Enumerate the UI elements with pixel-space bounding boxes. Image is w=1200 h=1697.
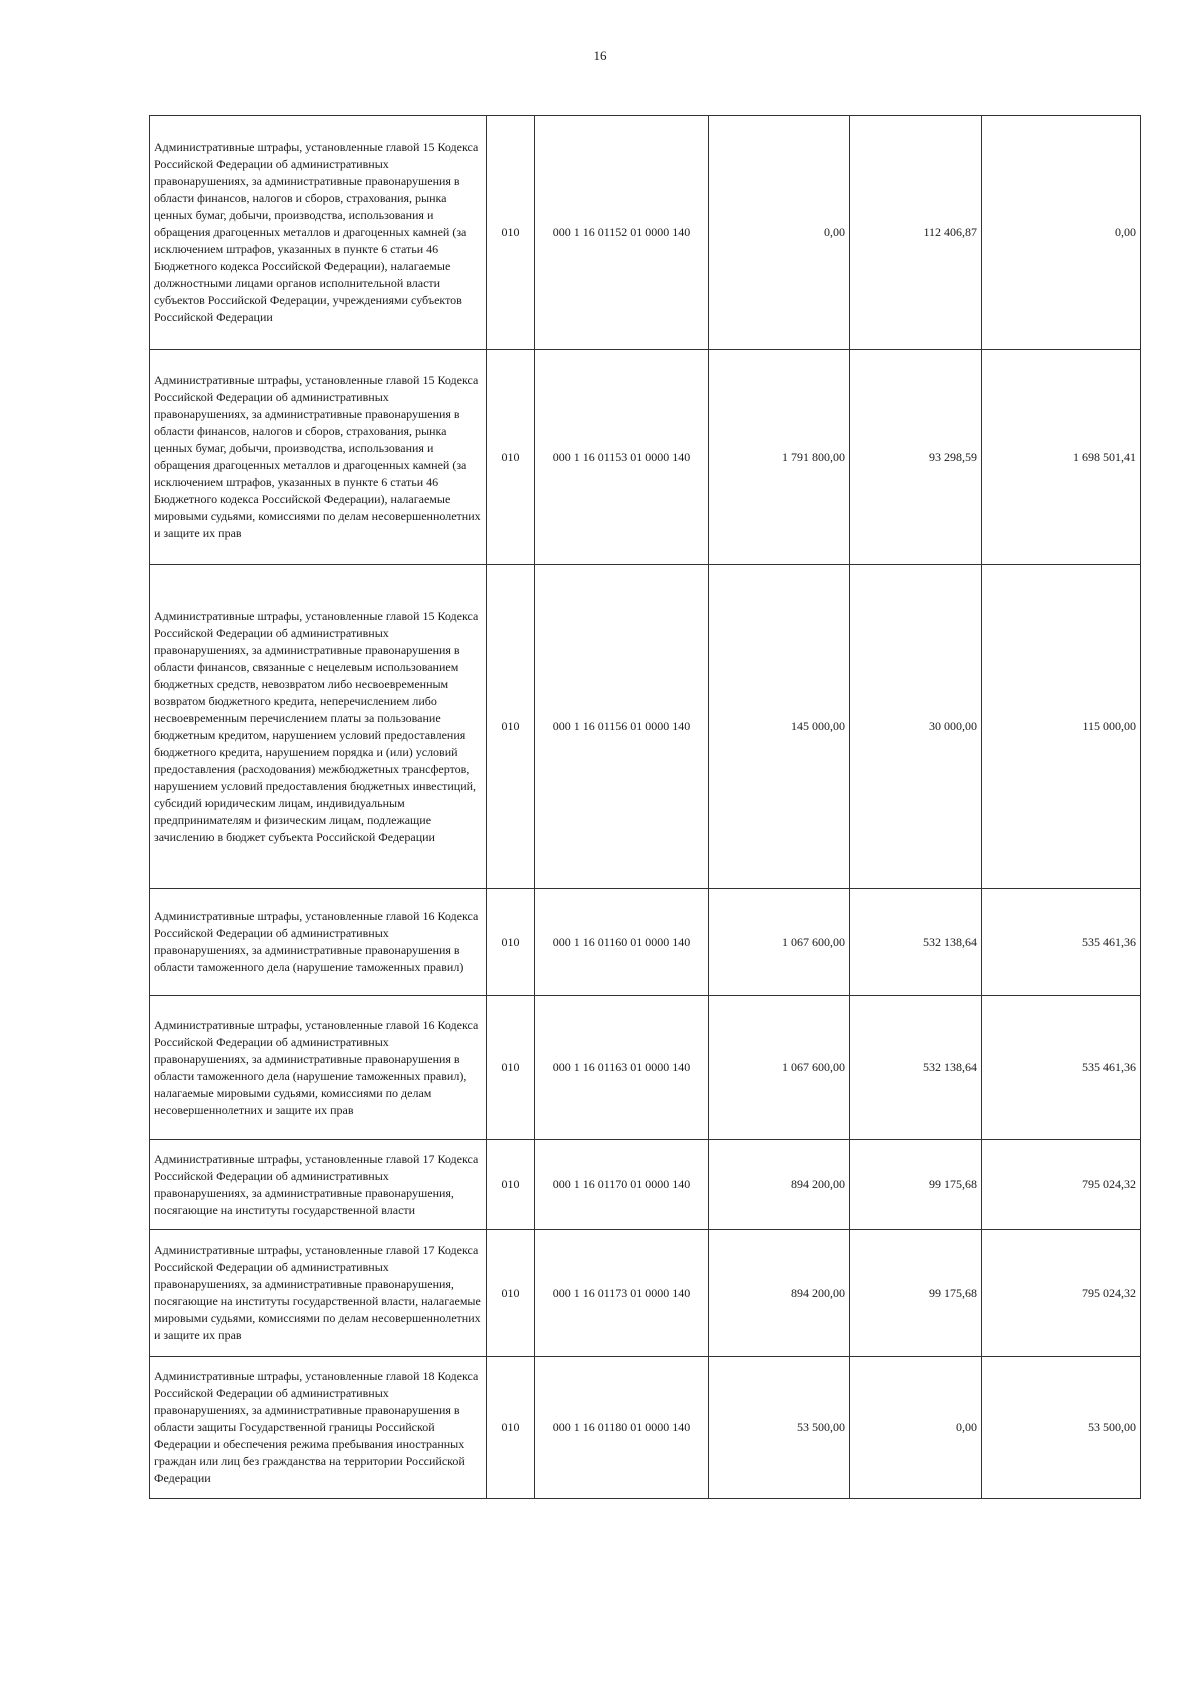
row-executed-cell: 532 138,64 <box>850 889 982 996</box>
row-code-cell: 010 <box>487 1140 535 1230</box>
table-row <box>150 350 1141 565</box>
row-code-cell: 010 <box>487 1357 535 1499</box>
row-approved-cell: 1 067 600,00 <box>709 889 850 996</box>
row-remaining-cell: 0,00 <box>982 116 1141 350</box>
row-executed-cell: 0,00 <box>850 1357 982 1499</box>
table-row <box>150 996 1141 1140</box>
row-name-cell: Административные штрафы, установленные главой 15 Кодекса Российской Федерации об административных правонарушениях, за административные правонарушения в области финансов, связанные с нецелевым использованием бюджетных средств, невозвратом либо несвоевременным возвратом бюджетного кредита, неперечислением либо несвоевременным перечислением платы за пользование бюджетным кредитом, нарушением условий предоставления бюджетного кредита, нарушением порядка и (или) условий предоставления (расходования) межбюджетных трансфертов, нарушением условий предоставления бюджетных инвестиций, субсидий юридическим лицам, индивидуальным предпринимателям и физическим лицам, подлежащие зачислению в бюджет субъекта Российской Федерации <box>150 565 487 889</box>
row-executed-cell: 112 406,87 <box>850 116 982 350</box>
row-code-cell: 010 <box>487 565 535 889</box>
table-row <box>150 1230 1141 1357</box>
row-approved-cell: 894 200,00 <box>709 1140 850 1230</box>
row-name-cell: Административные штрафы, установленные главой 15 Кодекса Российской Федерации об административных правонарушениях, за административные правонарушения в области финансов, налогов и сборов, страхования, рынка ценных бумаг, добычи, производства, использования и обращения драгоценных металлов и драгоценных камней (за исключением штрафов, указанных в пункте 6 статьи 46 Бюджетного кодекса Российской Федерации), налагаемые мировыми судьями, комиссиями по делам несовершеннолетних и защите их прав <box>150 350 487 565</box>
row-approved-cell: 53 500,00 <box>709 1357 850 1499</box>
row-kbk-cell: 000 1 16 01152 01 0000 140 <box>535 116 709 350</box>
row-kbk-cell: 000 1 16 01160 01 0000 140 <box>535 889 709 996</box>
row-executed-cell: 532 138,64 <box>850 996 982 1140</box>
row-remaining-cell: 535 461,36 <box>982 889 1141 996</box>
row-executed-cell: 99 175,68 <box>850 1230 982 1357</box>
row-remaining-cell: 1 698 501,41 <box>982 350 1141 565</box>
row-name-cell: Административные штрафы, установленные главой 16 Кодекса Российской Федерации об административных правонарушениях, за административные правонарушения в области таможенного дела (нарушение таможенных правил), налагаемые мировыми судьями, комиссиями по делам несовершеннолетних и защите их прав <box>150 996 487 1140</box>
row-kbk-cell: 000 1 16 01180 01 0000 140 <box>535 1357 709 1499</box>
row-approved-cell: 894 200,00 <box>709 1230 850 1357</box>
table-row <box>150 889 1141 996</box>
row-code-cell: 010 <box>487 116 535 350</box>
row-name-cell: Административные штрафы, установленные главой 17 Кодекса Российской Федерации об административных правонарушениях, за административные правонарушения, посягающие на институты государственной власти <box>150 1140 487 1230</box>
row-code-cell: 010 <box>487 350 535 565</box>
row-kbk-cell: 000 1 16 01156 01 0000 140 <box>535 565 709 889</box>
row-approved-cell: 1 067 600,00 <box>709 996 850 1140</box>
row-kbk-cell: 000 1 16 01163 01 0000 140 <box>535 996 709 1140</box>
row-code-cell: 010 <box>487 996 535 1140</box>
row-remaining-cell: 53 500,00 <box>982 1357 1141 1499</box>
table-row <box>150 565 1141 889</box>
row-remaining-cell: 795 024,32 <box>982 1140 1141 1230</box>
row-code-cell: 010 <box>487 889 535 996</box>
table-row <box>150 116 1141 350</box>
row-approved-cell: 0,00 <box>709 116 850 350</box>
row-remaining-cell: 115 000,00 <box>982 565 1141 889</box>
row-kbk-cell: 000 1 16 01153 01 0000 140 <box>535 350 709 565</box>
row-name-cell: Административные штрафы, установленные главой 16 Кодекса Российской Федерации об административных правонарушениях, за административные правонарушения в области таможенного дела (нарушение таможенных правил) <box>150 889 487 996</box>
table-row <box>150 1140 1141 1230</box>
row-name-cell: Административные штрафы, установленные главой 15 Кодекса Российской Федерации об административных правонарушениях, за административные правонарушения в области финансов, налогов и сборов, страхования, рынка ценных бумаг, добычи, производства, использования и обращения драгоценных металлов и драгоценных камней (за исключением штрафов, указанных в пункте 6 статьи 46 Бюджетного кодекса Российской Федерации), налагаемые должностными лицами органов исполнительной власти субъектов Российской Федерации, учреждениями субъектов Российской Федерации <box>150 116 487 350</box>
revenue-table <box>149 115 1141 1499</box>
row-remaining-cell: 795 024,32 <box>982 1230 1141 1357</box>
row-kbk-cell: 000 1 16 01170 01 0000 140 <box>535 1140 709 1230</box>
row-approved-cell: 1 791 800,00 <box>709 350 850 565</box>
row-code-cell: 010 <box>487 1230 535 1357</box>
row-executed-cell: 99 175,68 <box>850 1140 982 1230</box>
row-executed-cell: 30 000,00 <box>850 565 982 889</box>
row-executed-cell: 93 298,59 <box>850 350 982 565</box>
row-kbk-cell: 000 1 16 01173 01 0000 140 <box>535 1230 709 1357</box>
table-row <box>150 1357 1141 1499</box>
row-name-cell: Административные штрафы, установленные главой 17 Кодекса Российской Федерации об административных правонарушениях, за административные правонарушения, посягающие на институты государственной власти, налагаемые мировыми судьями, комиссиями по делам несовершеннолетних и защите их прав <box>150 1230 487 1357</box>
row-name-cell: Административные штрафы, установленные главой 18 Кодекса Российской Федерации об административных правонарушениях, за административные правонарушения в области защиты Государственной границы Российской Федерации и обеспечения режима пребывания иностранных граждан или лиц без гражданства на территории Российской Федерации <box>150 1357 487 1499</box>
row-approved-cell: 145 000,00 <box>709 565 850 889</box>
page-number: 16 <box>593 48 607 63</box>
row-remaining-cell: 535 461,36 <box>982 996 1141 1140</box>
